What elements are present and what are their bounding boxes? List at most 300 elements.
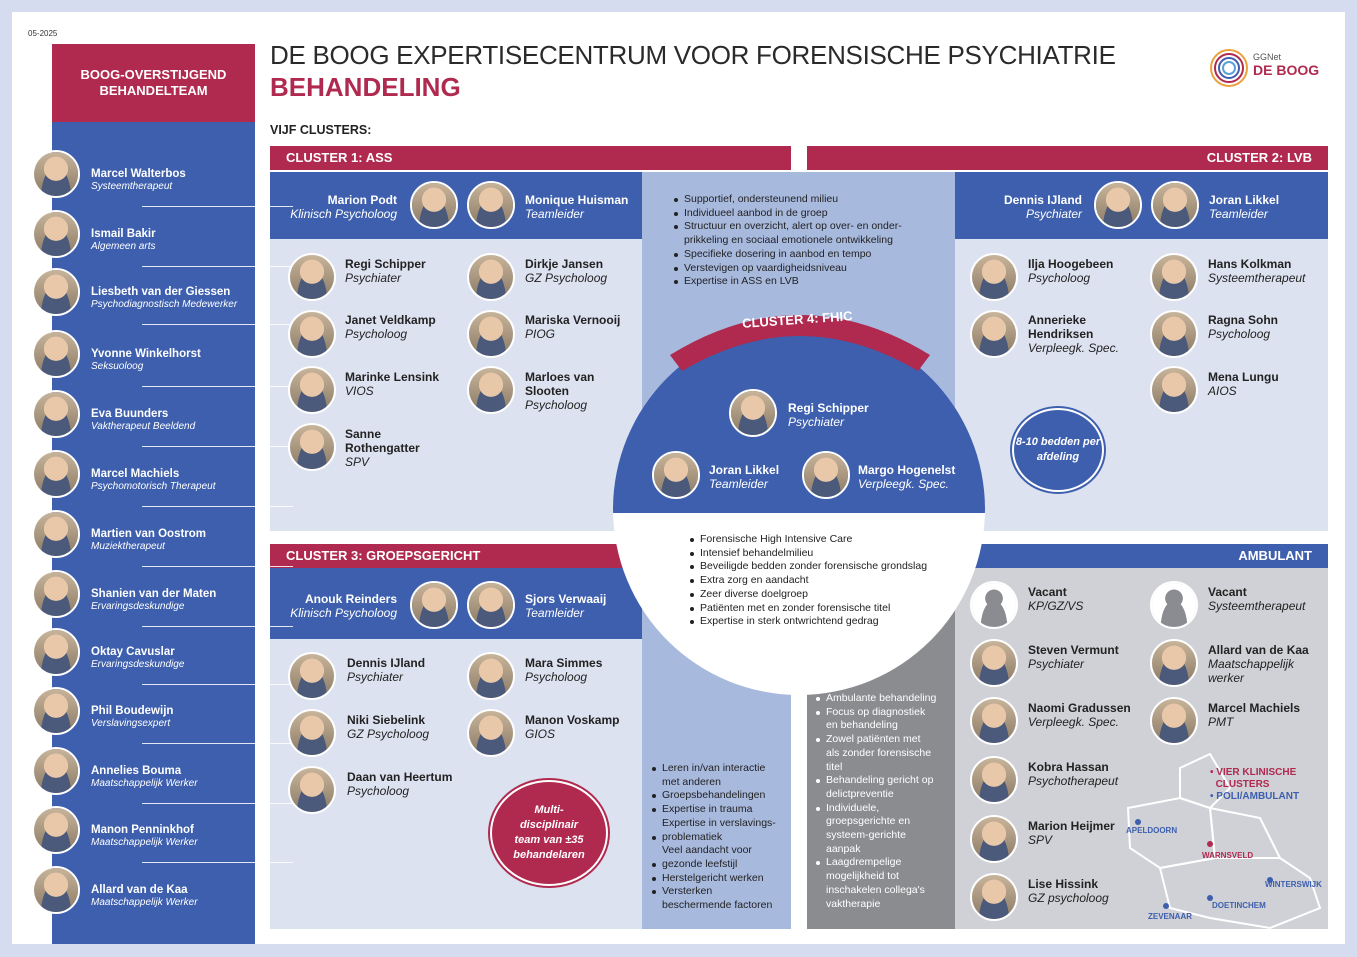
ambulant-member bbox=[1208, 643, 1323, 685]
c1-lead-2-name: Monique Huisman bbox=[525, 193, 629, 207]
left-team-member bbox=[91, 765, 251, 790]
ambulant-member bbox=[1208, 701, 1323, 729]
c3-member-photo bbox=[288, 652, 336, 700]
left-member-name: Annelies Bouma bbox=[91, 765, 182, 777]
c1-member bbox=[525, 370, 635, 412]
c1-member-role: Psycholoog bbox=[525, 398, 588, 412]
c3-member-photo bbox=[467, 652, 515, 700]
date-label: 05-2025 bbox=[28, 29, 58, 38]
bullet-item: Expertise in sterk ontwrichtend gedrag bbox=[688, 615, 978, 629]
c1-member bbox=[345, 370, 455, 398]
c1-member-photo-image bbox=[290, 312, 334, 356]
left-team-photo-image bbox=[34, 868, 78, 912]
c3-member-role: GIOS bbox=[525, 727, 556, 741]
c3-lead-2-role: Teamleider bbox=[525, 606, 584, 620]
ambulant-member-role: Maatschappelijk werker bbox=[1208, 657, 1295, 685]
bullet-item: systeem-gerichte bbox=[826, 829, 906, 842]
bullet-item: Extra zorg en aandacht bbox=[688, 574, 978, 588]
clusters-label: VIJF CLUSTERS: bbox=[270, 123, 372, 137]
c4-member-photo bbox=[652, 451, 700, 499]
c3-member-photo-image bbox=[290, 711, 334, 755]
left-member-name: Shanien van der Maten bbox=[91, 588, 217, 600]
cluster2-stamp: 8-10 bedden per afdeling bbox=[1012, 408, 1104, 492]
c1-member bbox=[345, 257, 455, 285]
ambulant-member-photo-image bbox=[972, 817, 1016, 861]
page-title: DE BOOG EXPERTISECENTRUM VOOR FORENSISCHE PSYCHIATRIE bbox=[270, 40, 1116, 70]
bullet-item: Behandeling gericht op bbox=[814, 774, 954, 788]
left-team-photo-image bbox=[34, 392, 78, 436]
bullet-item: Verstevigen op vaardigheidsniveau bbox=[672, 262, 952, 276]
left-team-photo bbox=[32, 570, 80, 618]
left-team-photo bbox=[32, 628, 80, 676]
c4-member-photo-image bbox=[731, 391, 775, 435]
left-team-member bbox=[91, 228, 251, 253]
bullet-item: Expertise in verslavings- bbox=[662, 816, 776, 829]
ambulant-member-name: Marcel Machiels bbox=[1208, 701, 1301, 715]
c1-member-photo bbox=[288, 423, 336, 471]
c1-lead-photo-2 bbox=[467, 181, 515, 229]
map-city-doetinchem: DOETINCHEM bbox=[1212, 901, 1266, 910]
map-city-apeldoorn: APELDOORN bbox=[1126, 826, 1178, 835]
cluster3-header: CLUSTER 3: GROEPSGERICHT bbox=[270, 544, 642, 568]
left-member-role: Muziektherapeut bbox=[91, 541, 165, 552]
ambulant-member-photo bbox=[970, 756, 1018, 804]
left-member-role: Systeemtherapeut bbox=[91, 181, 173, 192]
left-team-member bbox=[91, 408, 251, 433]
bullet-item: Individueel aanbod in de groep bbox=[672, 207, 952, 221]
c2-member-name: Ilja Hoogebeen bbox=[1028, 257, 1114, 271]
ambulant-member-name: Marion Heijmer bbox=[1028, 819, 1115, 833]
c2-lead-1 bbox=[970, 193, 1082, 221]
c1-lead-1-name: Marion Podt bbox=[327, 193, 397, 207]
map-city-winterswijk: WINTERSWIJK bbox=[1265, 880, 1322, 889]
c1-member bbox=[525, 313, 635, 341]
left-separator bbox=[142, 506, 293, 507]
bullet-item: Groepsbehandelingen bbox=[650, 789, 790, 803]
bullet-item: Veel aandacht voor bbox=[662, 844, 752, 857]
page-subtitle: BEHANDELING bbox=[270, 72, 461, 102]
c2-lead-2-role: Teamleider bbox=[1209, 207, 1268, 221]
c4-member bbox=[858, 463, 978, 491]
cluster4-bullets bbox=[688, 533, 978, 629]
map-legend-clusters: • VIER KLINISCHE CLUSTERS bbox=[1210, 767, 1297, 790]
c1-lead-1 bbox=[285, 193, 397, 221]
c2-member-role: Psycholoog bbox=[1028, 271, 1091, 285]
c1-member-photo-image bbox=[290, 368, 334, 412]
left-member-role: Seksuoloog bbox=[91, 361, 144, 372]
left-team-photo-image bbox=[34, 630, 78, 674]
map-city-zevenaar: ZEVENAAR bbox=[1148, 912, 1193, 921]
c2-member-name: Mena Lungu bbox=[1208, 370, 1279, 384]
c3-member-photo-image bbox=[290, 768, 334, 812]
bullet-item: aanpak bbox=[826, 842, 861, 855]
left-team-photo-image bbox=[34, 808, 78, 852]
c2-lead-photo-1-image bbox=[1096, 183, 1140, 227]
c1-member-photo-image bbox=[290, 425, 334, 469]
c3-lead-photo-1 bbox=[410, 581, 458, 629]
left-team-member bbox=[91, 588, 251, 613]
logo-top: GGNet bbox=[1253, 52, 1282, 62]
ambulant-member bbox=[1028, 585, 1143, 613]
ambulant-member-photo-image bbox=[972, 699, 1016, 743]
c3-member-name: Manon Voskamp bbox=[525, 713, 620, 727]
c1-lead-1-role: Klinisch Psycholoog bbox=[290, 207, 397, 221]
left-team-member bbox=[91, 824, 251, 849]
c3-lead-photo-2 bbox=[467, 581, 515, 629]
ambulant-member bbox=[1028, 701, 1143, 729]
c1-lead-2-role: Teamleider bbox=[525, 207, 584, 221]
bullet-item: Leren in/van interactie bbox=[650, 762, 790, 776]
c2-member-name: Hans Kolkman bbox=[1208, 257, 1292, 271]
ambulant-member-photo-image bbox=[972, 875, 1016, 919]
c1-member bbox=[525, 257, 635, 285]
bullet-item: Individuele, bbox=[814, 802, 954, 816]
left-member-role: Maatschappelijk Werker bbox=[91, 897, 198, 908]
cluster12-bullets bbox=[672, 193, 952, 289]
c4-member bbox=[709, 463, 809, 491]
c2-member-photo bbox=[1150, 253, 1198, 301]
c2-member-photo-image bbox=[972, 255, 1016, 299]
cluster1-header: CLUSTER 1: ASS bbox=[270, 146, 791, 170]
left-separator bbox=[142, 684, 293, 685]
left-member-name: Ismail Bakir bbox=[91, 228, 156, 240]
c1-member-name: Sanne Rothengatter bbox=[345, 427, 420, 455]
ambulant-member-name: Vacant bbox=[1208, 585, 1247, 599]
c3-member-role: Psycholoog bbox=[347, 784, 410, 798]
c2-member-photo-image bbox=[1152, 312, 1196, 356]
c2-member-name: Annerieke Hendriksen bbox=[1028, 313, 1094, 341]
c3-lead-1-role: Klinisch Psycholoog bbox=[290, 606, 397, 620]
left-team-member bbox=[91, 528, 251, 553]
c1-member-photo-image bbox=[469, 255, 513, 299]
ambulant-member-role: GZ psycholoog bbox=[1028, 891, 1109, 905]
left-team-member bbox=[91, 884, 251, 909]
left-separator bbox=[142, 803, 293, 804]
c1-member-name: Regi Schipper bbox=[345, 257, 426, 271]
c2-member bbox=[1208, 257, 1323, 285]
left-team-member bbox=[91, 705, 251, 730]
c1-member-role: Psycholoog bbox=[345, 327, 408, 341]
bullet-item: Zeer diverse doelgroep bbox=[688, 588, 978, 602]
left-team-photo-image bbox=[34, 452, 78, 496]
c2-member-role: Verpleegk. Spec. bbox=[1028, 341, 1119, 355]
left-team-photo-image bbox=[34, 212, 78, 256]
left-team-photo-image bbox=[34, 689, 78, 733]
bullet-item: groepsgerichte en bbox=[826, 815, 911, 828]
bullet-item: Herstelgericht werken bbox=[650, 872, 790, 886]
left-separator bbox=[142, 566, 293, 567]
ambulant-member-role: Verpleegk. Spec. bbox=[1028, 715, 1119, 729]
bullet-item: gezonde leefstijl bbox=[650, 858, 790, 872]
left-team-photo-image bbox=[34, 512, 78, 556]
c2-member bbox=[1208, 370, 1323, 398]
ambulant-member-photo bbox=[970, 873, 1018, 921]
c3-member-name: Niki Siebelink bbox=[347, 713, 426, 727]
ambulant-header: AMBULANT bbox=[955, 544, 1328, 568]
left-member-role: Ervaringsdeskundige bbox=[91, 659, 185, 670]
c1-member-role: Psychiater bbox=[345, 271, 402, 285]
bullet-item: Zowel patiënten met bbox=[814, 733, 954, 747]
bullet-item: Intensief behandelmilieu bbox=[688, 547, 978, 561]
c2-member-name: Ragna Sohn bbox=[1208, 313, 1279, 327]
c1-member-role: VIOS bbox=[345, 384, 374, 398]
c3-member bbox=[347, 770, 462, 798]
left-team-photo-image bbox=[34, 749, 78, 793]
bullet-item: Specifieke dosering in aanbod en tempo bbox=[672, 248, 952, 262]
c2-member bbox=[1028, 313, 1143, 355]
c4-member-name: Regi Schipper bbox=[788, 401, 869, 415]
c2-member-role: Systeemtherapeut bbox=[1208, 271, 1306, 285]
ambulant-member-name: Steven Vermunt bbox=[1028, 643, 1119, 657]
left-member-name: Eva Buunders bbox=[91, 408, 169, 420]
left-member-name: Liesbeth van der Giessen bbox=[91, 286, 231, 298]
cluster3-bullets bbox=[650, 762, 790, 913]
c3-lead-1-name: Anouk Reinders bbox=[304, 592, 397, 606]
c4-member-role: Verpleegk. Spec. bbox=[858, 477, 949, 491]
left-member-name: Oktay Cavuslar bbox=[91, 646, 175, 658]
c2-member-photo-image bbox=[972, 312, 1016, 356]
c3-member-photo-image bbox=[290, 654, 334, 698]
left-member-name: Martien van Oostrom bbox=[91, 528, 207, 540]
c1-member-photo bbox=[467, 310, 515, 358]
bullet-item: prikkeling en sociaal emotionele ontwikkeling bbox=[684, 234, 893, 247]
c1-member-photo bbox=[288, 253, 336, 301]
cluster3-stamp: Multi-disciplinair team van ±35 behandelaren bbox=[490, 780, 608, 886]
left-team-photo-image bbox=[34, 332, 78, 376]
c4-member-photo-image bbox=[804, 453, 848, 497]
left-separator bbox=[142, 743, 293, 744]
left-team-photo bbox=[32, 450, 80, 498]
ambulant-member-photo-image bbox=[972, 758, 1016, 802]
c3-lead-2 bbox=[525, 592, 640, 620]
ambulant-member-photo-image bbox=[1152, 641, 1196, 685]
c1-member-role: SPV bbox=[345, 455, 370, 469]
ambulant-member-role: SPV bbox=[1028, 833, 1053, 847]
c1-member-name: Marloes van Slooten bbox=[525, 370, 595, 398]
c3-lead-photo-2-image bbox=[469, 583, 513, 627]
left-team-header: BOOG-OVERSTIJGEND BEHANDELTEAM bbox=[52, 44, 255, 122]
c2-member-role: AIOS bbox=[1208, 384, 1237, 398]
left-team-photo bbox=[32, 210, 80, 258]
c1-member-role: GZ Psycholoog bbox=[525, 271, 608, 285]
c4-member-photo bbox=[729, 389, 777, 437]
c2-member bbox=[1028, 257, 1143, 285]
left-team-member bbox=[91, 286, 251, 311]
ambulant-member-photo-image bbox=[1152, 583, 1196, 627]
bullet-item: mogelijkheid tot bbox=[826, 870, 899, 883]
ambulant-member-photo bbox=[970, 581, 1018, 629]
bullet-item: titel bbox=[826, 760, 843, 773]
ambulant-bullets bbox=[814, 692, 954, 911]
c3-member-name: Dennis IJland bbox=[347, 656, 426, 670]
c3-member-role: Psycholoog bbox=[525, 670, 588, 684]
c2-lead-1-name: Dennis IJland bbox=[1003, 193, 1082, 207]
c1-lead-photo-2-image bbox=[469, 183, 513, 227]
ambulant-member-role: KP/GZ/VS bbox=[1028, 599, 1084, 613]
ambulant-member-name: Lise Hissink bbox=[1028, 877, 1099, 891]
left-team-photo bbox=[32, 150, 80, 198]
left-member-role: Algemeen arts bbox=[91, 241, 156, 252]
left-separator bbox=[142, 206, 293, 207]
bullet-item: met anderen bbox=[662, 775, 721, 788]
bullet-item: problematiek bbox=[650, 831, 790, 845]
c3-member-photo-image bbox=[469, 711, 513, 755]
c3-lead-photo-1-image bbox=[412, 583, 456, 627]
c2-member-photo-image bbox=[1152, 255, 1196, 299]
bullet-item: Expertise in trauma bbox=[650, 803, 790, 817]
left-team-member bbox=[91, 168, 251, 193]
bullet-item: Laagdrempelige bbox=[814, 856, 954, 870]
bullet-item: Structuur en overzicht, alert op over- en onder- bbox=[672, 220, 952, 234]
ambulant-member-role: PMT bbox=[1208, 715, 1234, 729]
bullet-item: vaktherapie bbox=[826, 897, 881, 910]
left-member-name: Marcel Walterbos bbox=[91, 168, 186, 180]
c1-lead-photo-1 bbox=[410, 181, 458, 229]
left-member-name: Manon Penninkhof bbox=[91, 824, 194, 836]
ambulant-member-name: Vacant bbox=[1028, 585, 1067, 599]
ambulant-member-photo bbox=[970, 639, 1018, 687]
c1-member-name: Mariska Vernooij bbox=[525, 313, 621, 327]
c1-member-photo bbox=[288, 310, 336, 358]
left-separator bbox=[142, 266, 293, 267]
c1-member bbox=[345, 427, 455, 469]
c2-member-photo bbox=[970, 253, 1018, 301]
c1-member-name: Janet Veldkamp bbox=[345, 313, 436, 327]
ambulant-member-role: Psychiater bbox=[1028, 657, 1085, 671]
bullet-item: Expertise in ASS en LVB bbox=[672, 275, 952, 289]
c1-lead-photo-1-image bbox=[412, 183, 456, 227]
left-member-name: Phil Boudewijn bbox=[91, 705, 174, 717]
left-separator bbox=[142, 446, 293, 447]
left-team-photo bbox=[32, 330, 80, 378]
logo-main: DE BOOG bbox=[1253, 62, 1320, 78]
left-team-photo-image bbox=[34, 152, 78, 196]
c4-member-role: Teamleider bbox=[709, 477, 768, 491]
c3-member bbox=[525, 713, 640, 741]
c3-member-photo-image bbox=[469, 654, 513, 698]
ambulant-member-role: Psychotherapeut bbox=[1028, 774, 1119, 788]
left-team-photo bbox=[32, 510, 80, 558]
ambulant-member-name: Naomi Gradussen bbox=[1028, 701, 1131, 715]
bullet-item: Focus op diagnostiek bbox=[814, 706, 954, 720]
left-team-photo bbox=[32, 806, 80, 854]
c3-member-role: GZ Psycholoog bbox=[347, 727, 430, 741]
left-team-member bbox=[91, 348, 251, 373]
c1-member-photo-image bbox=[469, 368, 513, 412]
ambulant-member-role: Systeemtherapeut bbox=[1208, 599, 1306, 613]
left-team-photo-image bbox=[34, 572, 78, 616]
cluster4-arc bbox=[660, 295, 940, 385]
c2-member-photo-image bbox=[1152, 368, 1196, 412]
left-team-photo-image bbox=[34, 270, 78, 314]
c4-member-photo bbox=[802, 451, 850, 499]
left-member-role: Verslavingsexpert bbox=[91, 718, 171, 729]
bullet-item: beschermende factoren bbox=[662, 899, 773, 912]
ambulant-member bbox=[1208, 585, 1323, 613]
c2-lead-photo-1 bbox=[1094, 181, 1142, 229]
left-member-role: Ervaringsdeskundige bbox=[91, 601, 185, 612]
c2-lead-photo-2-image bbox=[1153, 183, 1197, 227]
c3-member-role: Psychiater bbox=[347, 670, 404, 684]
cluster4-title: CLUSTER 4: FHIC bbox=[741, 308, 853, 331]
c1-member bbox=[345, 313, 455, 341]
ambulant-member-photo bbox=[1150, 697, 1198, 745]
left-member-role: Maatschappelijk Werker bbox=[91, 778, 198, 789]
c2-lead-1-role: Psychiater bbox=[1025, 207, 1082, 221]
c3-lead-2-name: Sjors Verwaaij bbox=[525, 592, 607, 606]
ambulant-member bbox=[1028, 643, 1143, 671]
left-separator bbox=[142, 626, 293, 627]
left-member-name: Yvonne Winkelhorst bbox=[91, 348, 201, 360]
c1-lead-2 bbox=[525, 193, 640, 221]
c1-member-photo bbox=[467, 366, 515, 414]
c3-member-photo bbox=[467, 709, 515, 757]
bullet-item: Forensische High Intensive Care bbox=[688, 533, 978, 547]
left-member-name: Marcel Machiels bbox=[91, 468, 180, 480]
c3-member-name: Mara Simmes bbox=[525, 656, 603, 670]
left-member-role: Maatschappelijk Werker bbox=[91, 837, 198, 848]
left-team-photo bbox=[32, 866, 80, 914]
c2-member-role: Psycholoog bbox=[1208, 327, 1271, 341]
map-city-warnsveld: WARNSVELD bbox=[1202, 851, 1254, 860]
left-team-member bbox=[91, 646, 251, 671]
c4-member-name: Joran Likkel bbox=[709, 463, 780, 477]
c4-member-role: Psychiater bbox=[788, 415, 845, 429]
c3-member-photo bbox=[288, 709, 336, 757]
bullet-item: Ambulante behandeling bbox=[814, 692, 954, 706]
bullet-item: inschakelen collega's bbox=[826, 883, 925, 896]
c3-member bbox=[525, 656, 640, 684]
bullet-item: Versterken bbox=[650, 885, 790, 899]
c1-member-photo bbox=[467, 253, 515, 301]
ambulant-member-photo bbox=[970, 697, 1018, 745]
ggnet-logo bbox=[1207, 44, 1331, 92]
left-member-name: Allard van de Kaa bbox=[91, 884, 188, 896]
c3-member bbox=[347, 713, 462, 741]
left-separator bbox=[142, 862, 293, 863]
bullet-item: Supportief, ondersteunend milieu bbox=[672, 193, 952, 207]
ambulant-member-photo bbox=[1150, 581, 1198, 629]
bullet-item: Beveiligde bedden zonder forensische grondslag bbox=[688, 560, 978, 574]
left-team-member bbox=[91, 468, 251, 493]
left-team-photo bbox=[32, 268, 80, 316]
map-legend-poli: • POLI/AMBULANT bbox=[1210, 791, 1300, 802]
bullet-item: en behandeling bbox=[826, 719, 898, 732]
c1-member-name: Marinke Lensink bbox=[345, 370, 440, 384]
ambulant-member-photo-image bbox=[972, 641, 1016, 685]
c2-lead-2-name: Joran Likkel bbox=[1209, 193, 1280, 207]
c3-member-photo bbox=[288, 766, 336, 814]
c4-member-photo-image bbox=[654, 453, 698, 497]
cluster2-header: CLUSTER 2: LVB bbox=[807, 146, 1328, 170]
c4-member bbox=[788, 401, 918, 429]
ambulant-member-name: Kobra Hassan bbox=[1028, 760, 1109, 774]
ambulant-member-photo-image bbox=[1152, 699, 1196, 743]
ambulant-member-photo bbox=[1150, 639, 1198, 687]
c3-lead-1 bbox=[285, 592, 397, 620]
c2-lead-photo-2 bbox=[1151, 181, 1199, 229]
ambulant-member-photo-image bbox=[972, 583, 1016, 627]
left-member-role: Vaktherapeut Beeldend bbox=[91, 421, 196, 432]
c2-member-photo bbox=[1150, 366, 1198, 414]
c2-member-photo bbox=[1150, 310, 1198, 358]
c2-member bbox=[1208, 313, 1323, 341]
left-member-role: Psychodiagnostisch Medewerker bbox=[91, 299, 238, 310]
bullet-item: als zonder forensische bbox=[826, 746, 932, 759]
left-member-role: Psychomotorisch Therapeut bbox=[91, 481, 216, 492]
c3-member-name: Daan van Heertum bbox=[347, 770, 453, 784]
left-separator bbox=[142, 324, 293, 325]
